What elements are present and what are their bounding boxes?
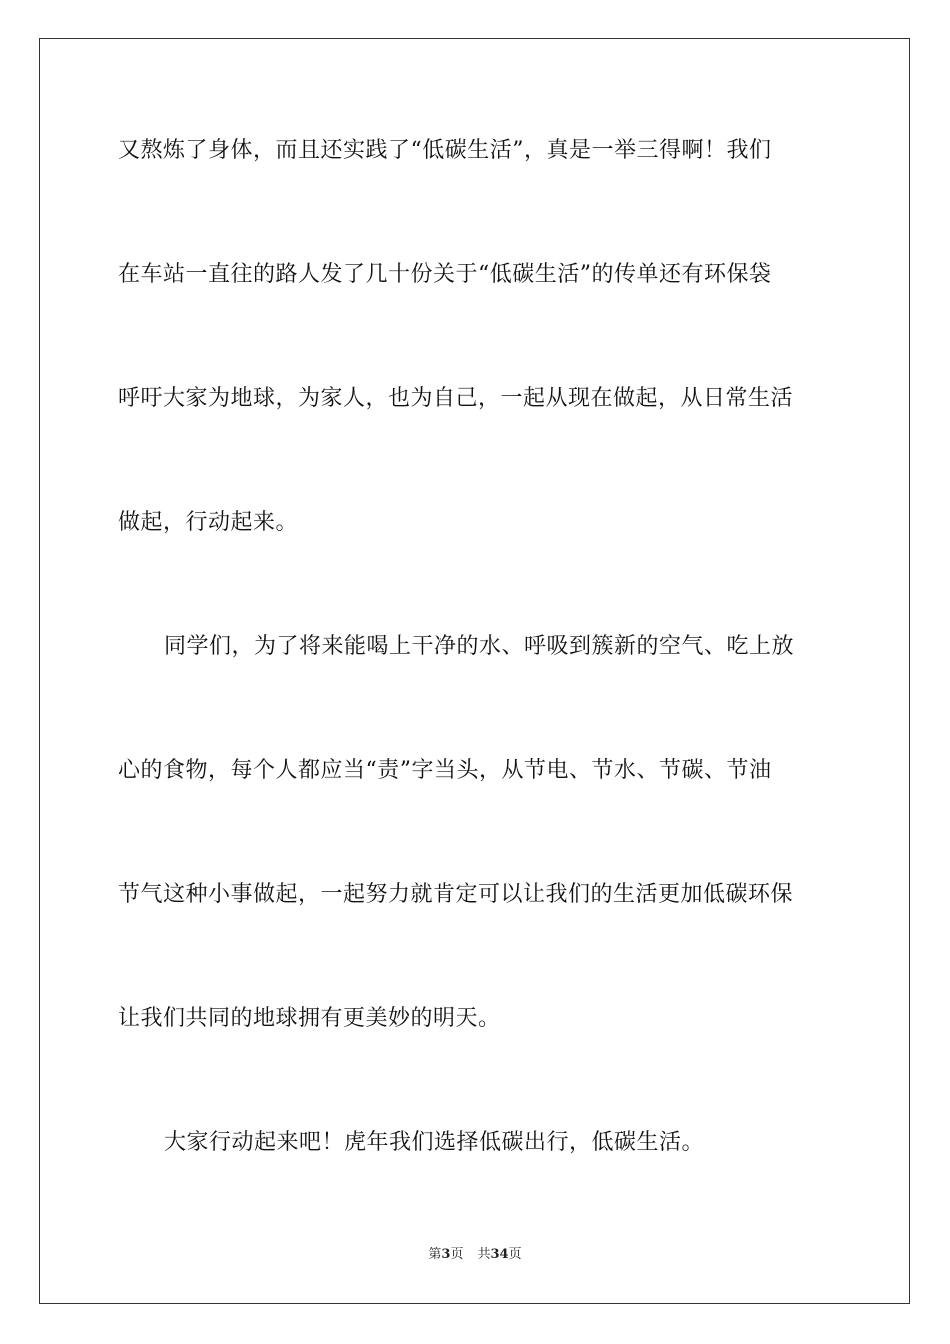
- paragraph-line-8: 让我们共同的地球拥有更美妙的明天。: [118, 1006, 501, 1031]
- paragraph-line-2: 在车站一直往的路人发了几十份关于“低碳生活”的传单还有环保袋: [118, 262, 772, 287]
- paragraph-line-5: 同学们，为了将来能喝上干净的水、呼吸到簇新的空气、吃上放: [164, 634, 795, 659]
- total-suffix: 页: [508, 1247, 522, 1262]
- paragraph-line-7: 节气这种小事做起，一起努力就肯定可以让我们的生活更加低碳环保: [118, 882, 794, 907]
- paragraph-line-1: 又熬炼了身体，而且还实践了“低碳生活”，真是一举三得啊！我们: [118, 138, 772, 163]
- page-border: [39, 38, 910, 1304]
- paragraph-line-4: 做起，行动起来。: [118, 510, 299, 535]
- page-footer: [0, 1246, 950, 1264]
- paragraph-line-9: 大家行动起来吧！虎年我们选择低碳出行，低碳生活。: [164, 1130, 705, 1155]
- paragraph-line-6: 心的食物，每个人都应当“责”字当头，从节电、节水、节碳、节油: [118, 758, 772, 783]
- page-number: 3: [441, 1247, 451, 1262]
- page-prefix: 第: [428, 1247, 442, 1262]
- page-suffix: 页: [450, 1247, 464, 1262]
- total-pages: 34: [490, 1247, 509, 1262]
- total-prefix: 共: [477, 1247, 491, 1262]
- paragraph-line-3: 呼吁大家为地球，为家人，也为自己，一起从现在做起，从日常生活: [118, 386, 794, 411]
